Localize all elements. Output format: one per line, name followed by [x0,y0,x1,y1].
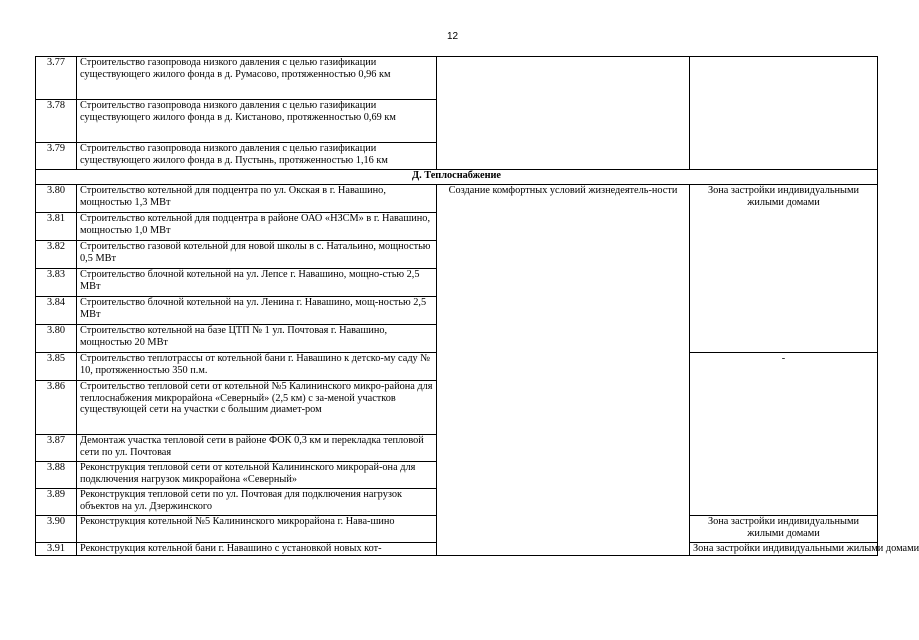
zone-cell-empty [690,57,878,170]
row-number: 3.89 [36,489,77,516]
row-number: 3.80 [36,325,77,353]
measures-table [35,56,919,556]
row-description: Строительство котельной для подцентра в районе ОАО «НЗСМ» в г. Навашино, мощностью 1,0 МВт [77,213,437,241]
row-number: 3.87 [36,435,77,462]
row-number: 3.78 [36,100,77,143]
row-number: 3.82 [36,241,77,269]
row-description: Строительство котельной на базе ЦТП № 1 ул. Почтовая г. Навашино, мощностью 20 МВт [77,325,437,353]
row-description: Демонтаж участка тепловой сети в районе ФОК 0,3 км и перекладка тепловой сети по ул. Почтовая [77,435,437,462]
row-description: Строительство блочной котельной на ул. Лепсе г. Навашино, мощно-стью 2,5 МВт [77,269,437,297]
goal-cell-empty [437,57,690,170]
row-number: 3.79 [36,143,77,170]
row-description: Строительство газопровода низкого давления с целью газификации существующего жилого фонда в д. Кистаново, протяженностью 0,69 км [77,100,437,143]
row-description: Строительство газопровода низкого давления с целью газификации существующего жилого фонда в д. Румасово, протяженностью 0,96 км [77,57,437,100]
zone-cell: Зона застройки индивидуальными жилыми домами [690,543,878,556]
row-number: 3.91 [36,543,77,556]
zone-cell: Зона застройки индивидуальными жилыми домами [690,185,878,353]
row-number: 3.88 [36,462,77,489]
section-heading: Д. Теплоснабжение [36,170,878,185]
page-number: 12 [446,31,459,42]
row-number: 3.86 [36,381,77,435]
row-description: Реконструкция тепловой сети от котельной Калининского микрорай-она для подключения нагрузок микрорайона «Северный» [77,462,437,489]
row-number: 3.84 [36,297,77,325]
zone-cell: Зона застройки индивидуальными жилыми домами [690,516,878,543]
row-description: Строительство газопровода низкого давления с целью газификации существующего жилого фонда в д. Пустынь, протяженностью 1,16 км [77,143,437,170]
row-description: Реконструкция котельной бани г. Навашино с установкой новых кот- [77,543,437,556]
row-number: 3.90 [36,516,77,543]
goal-cell: Создание комфортных условий жизнедеятель-ности [437,185,690,556]
row-number: 3.85 [36,353,77,381]
row-description: Реконструкция котельной №5 Калининского микрорайона г. Нава-шино [77,516,437,543]
table-row [36,185,878,213]
section-row [36,170,878,185]
row-description: Строительство котельной для подцентра по ул. Окская в г. Навашино, мощностью 1,3 МВт [77,185,437,213]
row-description: Строительство тепловой сети от котельной №5 Калининского микро-района для теплоснабжения микрорайона «Северный» (2,5 км) с за-меной участков существующей сети на участки с большим диамет-ром [77,381,437,435]
table-row [36,57,878,100]
row-number: 3.81 [36,213,77,241]
row-description: Строительство газовой котельной для новой школы в с. Натальино, мощностью 0,5 МВт [77,241,437,269]
zone-cell-dash: - [690,353,878,516]
row-description: Реконструкция тепловой сети по ул. Почтовая для подключения нагрузок объектов на ул. Дзержинского [77,489,437,516]
row-description: Строительство теплотрассы от котельной бани г. Навашино к детско-му саду № 10, протяженностью 350 п.м. [77,353,437,381]
row-number: 3.83 [36,269,77,297]
row-number: 3.80 [36,185,77,213]
row-description: Строительство блочной котельной на ул. Ленина г. Навашино, мощ-ностью 2,5 МВт [77,297,437,325]
row-number: 3.77 [36,57,77,100]
